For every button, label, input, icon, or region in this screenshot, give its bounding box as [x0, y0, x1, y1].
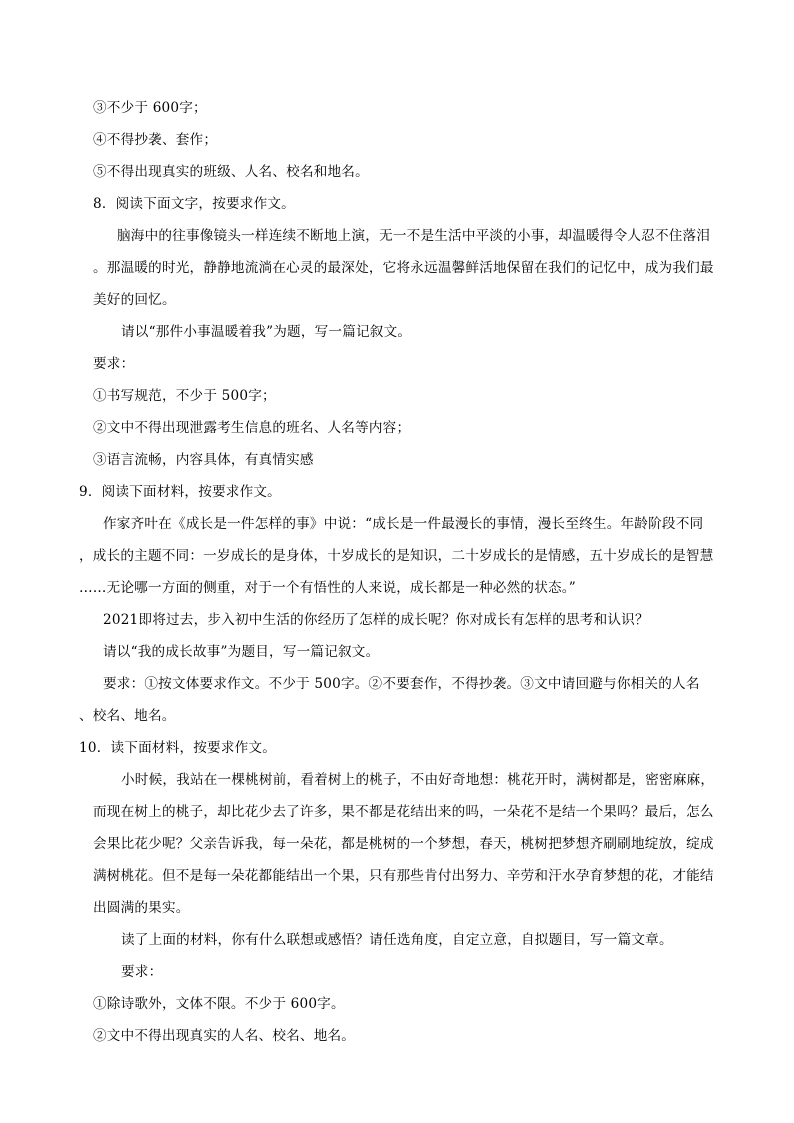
question-9-question: 2021即将过去，步入初中生活的你经历了怎样的成长呢？你对成长有怎样的思考和认识？	[103, 612, 649, 628]
question-9-prompt: 请以“我的成长故事”为题目，写一篇记叙文。	[103, 644, 380, 660]
question-8-heading: 8．阅读下面文字，按要求作文。	[93, 196, 295, 212]
question-10-requirement-2: ②文中不得出现真实的人名、校名、地名。	[93, 1028, 356, 1044]
question-10-requirement-1: ①除诗歌外，文体不限。不少于 600字。	[93, 996, 345, 1012]
question-8-requirements-label: 要求：	[93, 356, 135, 372]
question-8-requirement-3: ③语言流畅，内容具体，有真情实感	[93, 452, 314, 468]
question-10-material: 满树桃花。但不是每一朵花都能结出一个果，只有那些肯付出努力、辛劳和汗水孕育梦想的花，才能结	[93, 868, 714, 884]
question-10-heading: 10．读下面材料，按要求作文。	[79, 740, 277, 756]
question-8-passage: 美好的回忆。	[93, 292, 176, 308]
question-9-material: 作家齐叶在《成长是一件怎样的事》中说：“成长是一件最漫长的事情，漫长至终生。年龄阶段不同	[103, 516, 704, 532]
question-9-material: ……无论哪一方面的侧重，对于一个有悟性的人来说，成长都是一种必然的状态。”	[79, 580, 576, 596]
question-9-material: ，成长的主题不同：一岁成长的是身体，十岁成长的是知识，二十岁成长的是情感，五十岁成长的是智慧	[79, 548, 714, 564]
question-8-passage: 脑海中的往事像镜头一样连续不断地上演，无一不是生活中平淡的小事，却温暖得令人忍不住落泪	[117, 228, 711, 244]
question-10-material: 会果比花少呢？父亲告诉我，每一朵花，都是桃树的一个梦想，春天，桃树把梦想齐刷刷地绽放，绽成	[93, 836, 714, 852]
question-10-prompt: 读了上面的材料，你有什么联想或感悟？请任选角度，自定立意，自拟题目，写一篇文章。	[121, 932, 673, 948]
question-10-requirements-label: 要求：	[121, 964, 163, 980]
question-8-passage: 。那温暖的时光，静静地流淌在心灵的最深处，它将永远温馨鲜活地保留在我们的记忆中，成为我们最	[93, 260, 714, 276]
question-9-requirements: 要求：①按文体要求作文。不少于 500字。②不要套作，不得抄袭。③文中请回避与你相关的人名	[103, 676, 700, 692]
requirement-4: ④不得抄袭、套作；	[93, 132, 218, 148]
question-9-heading: 9．阅读下面材料，按要求作文。	[79, 484, 281, 500]
question-8-requirement-1: ①书写规范，不少于 500字；	[93, 388, 276, 404]
requirement-5: ⑤不得出现真实的班级、人名、校名和地名。	[93, 164, 369, 180]
question-8-prompt: 请以“那件小事温暖着我”为题，写一篇记叙文。	[121, 324, 412, 340]
question-8-requirement-2: ②文中不得出现泄露考生信息的班名、人名等内容；	[93, 420, 411, 436]
question-10-material: 而现在树上的桃子，却比花少去了许多，果不都是花结出来的吗，一朵花不是结一个果吗？最后，怎么	[93, 804, 714, 820]
question-9-requirements: 、校名、地名。	[79, 708, 176, 724]
requirement-3: ③不少于 600字；	[93, 100, 207, 116]
question-10-material: 小时候，我站在一棵桃树前，看着树上的桃子，不由好奇地想：桃花开时，满树都是，密密麻麻，	[121, 772, 715, 788]
question-10-material: 出圆满的果实。	[93, 900, 190, 916]
